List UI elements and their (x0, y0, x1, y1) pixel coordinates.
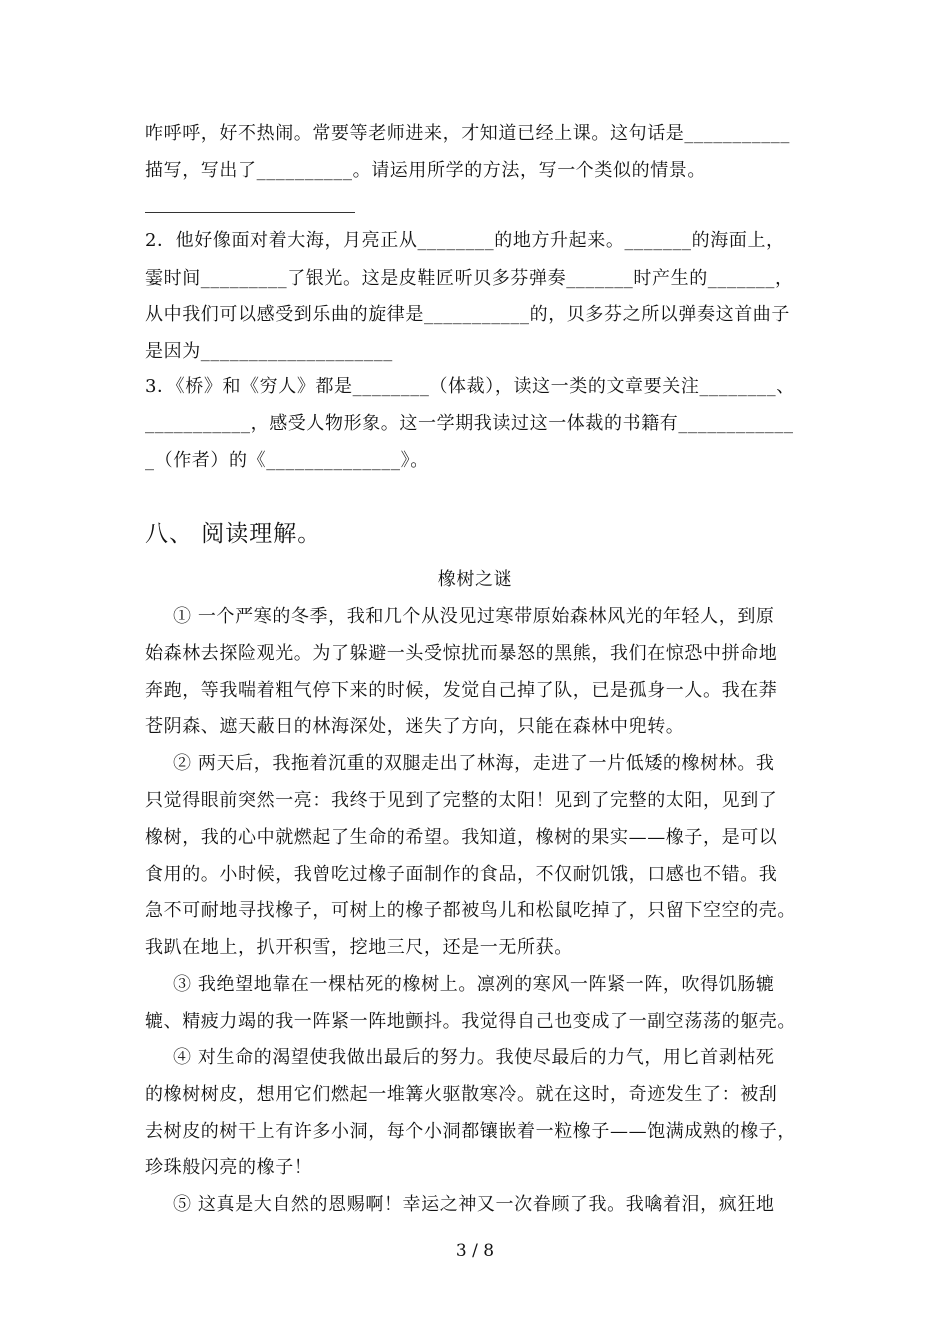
q2-line: 从中我们可以感受到乐曲的旋律是___________的，贝多芬之所以弹奏这首曲子 (145, 304, 790, 325)
story-paragraph-line: 辘、精疲力竭的我一阵紧一阵地颤抖。我觉得自己也变成了一副空荡荡的躯壳。 (145, 1011, 796, 1032)
story-paragraph-line: 只觉得眼前突然一亮：我终于见到了完整的太阳！见到了完整的太阳，见到了 (145, 790, 778, 811)
answer-blank-line (145, 212, 355, 213)
page-number: 3 / 8 (455, 1241, 495, 1261)
story-paragraph-line: 食用的。小时候，我曾吃过橡子面制作的食品，不仅耐饥饿，口感也不错。我 (145, 864, 778, 885)
story-paragraph-line: 我趴在地上，扒开积雪，挖地三尺，还是一无所获。 (145, 937, 573, 958)
q3-line: 3．《桥》和《穷人》都是________（体裁），读这一类的文章要关注________、 (145, 376, 795, 397)
q1-line: 描写，写出了__________。请运用所学的方法，写一个类似的情景。 (145, 160, 706, 181)
story-paragraph-line: 苍阴森、遮天蔽日的林海深处，迷失了方向，只能在森林中兜转。 (145, 716, 685, 737)
story-title: 橡树之谜 (437, 569, 513, 590)
story-paragraph-line: 珍珠般闪亮的橡子！ (145, 1157, 313, 1178)
story-paragraph-line: 去树皮的树干上有许多小洞，每个小洞都镶嵌着一粒橡子——饱满成熟的橡子， (145, 1121, 796, 1142)
story-paragraph-line: 急不可耐地寻找橡子，可树上的橡子都被鸟儿和松鼠吃掉了，只留下空空的壳。 (145, 900, 796, 921)
story-paragraph-line: ④ 对生命的渴望使我做出最后的努力。我使尽最后的力气，用匕首剥枯死 (173, 1047, 775, 1068)
q3-line: _（作者）的《______________》。 (145, 450, 429, 471)
q1-line: 咋呼呼，好不热闹。常要等老师进来，才知道已经上课。这句话是___________ (145, 123, 790, 144)
story-paragraph-line: 的橡树树皮，想用它们燃起一堆篝火驱散寒冷。就在这时，奇迹发生了：被刮 (145, 1084, 778, 1105)
section-heading: 八、 阅读理解。 (145, 521, 322, 547)
story-paragraph-line: ③ 我绝望地靠在一棵枯死的橡树上。凛冽的寒风一阵紧一阵，吹得饥肠辘 (173, 974, 775, 995)
q2-line: 霎时间_________了银光。这是皮鞋匠听贝多芬弹奏_______时产生的_______， (145, 268, 794, 289)
q2-line: 2．他好像面对着大海，月亮正从________的地方升起来。_______的海面上， (145, 230, 785, 251)
story-paragraph-line: 奔跑，等我喘着粗气停下来的时候，发觉自己掉了队，已是孤身一人。我在莽 (145, 680, 778, 701)
story-paragraph-line: ② 两天后，我拖着沉重的双腿走出了林海，走进了一片低矮的橡树林。我 (173, 753, 775, 774)
story-paragraph-line: ⑤ 这真是大自然的恩赐啊！幸运之神又一次眷顾了我。我噙着泪，疯狂地 (173, 1194, 775, 1215)
q3-line: ___________，感受人物形象。这一学期我读过这一体裁的书籍有____________ (145, 413, 794, 434)
q2-line: 是因为____________________ (145, 341, 393, 362)
story-paragraph-line: 始森林去探险观光。为了躲避一头受惊扰而暴怒的黑熊，我们在惊恐中拼命地 (145, 643, 778, 664)
story-paragraph-line: ① 一个严寒的冬季，我和几个从没见过寒带原始森林风光的年轻人，到原 (173, 606, 775, 627)
story-paragraph-line: 橡树，我的心中就燃起了生命的希望。我知道，橡树的果实——橡子，是可以 (145, 827, 778, 848)
